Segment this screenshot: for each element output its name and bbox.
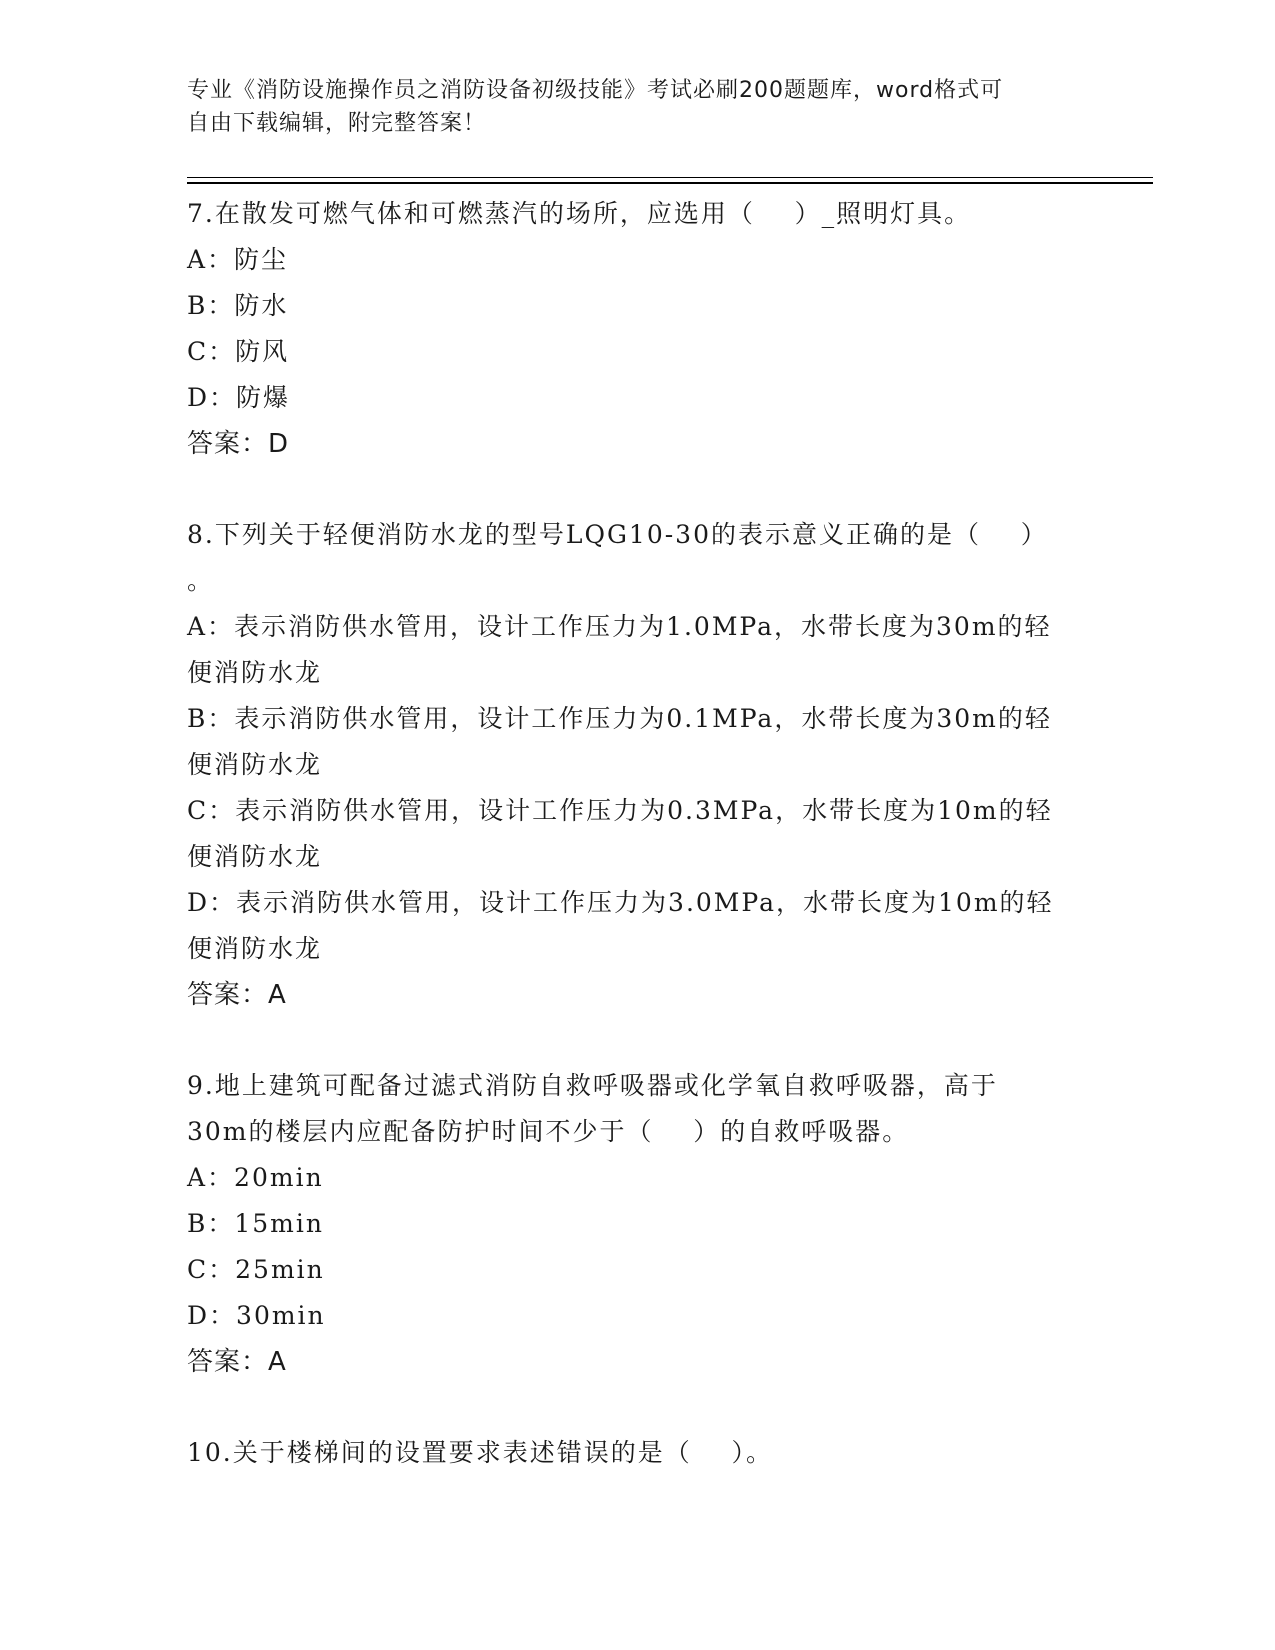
question-gap	[187, 467, 1087, 512]
option-d: D：表示消防供水管用，设计工作压力为3.0MPa，水带长度为10m的轻 便消防水龙	[187, 888, 1054, 963]
option-b: B：15min	[187, 1209, 324, 1238]
header-line-2: 自由下载编辑，附完整答案！	[187, 111, 487, 136]
answer-line: 答案：A	[187, 1347, 287, 1377]
option-b: B：表示消防供水管用，设计工作压力为0.1MPa，水带长度为30m的轻 便消防水龙	[187, 704, 1052, 779]
header-line-1: 专业《消防设施操作员之消防设备初级技能》考试必刷200题题库，word格式可	[187, 78, 1004, 103]
question-stem: 9.地上建筑可配备过滤式消防自救呼吸器或化学氧自救呼吸器，高于 30m的楼层内应配备防护时间不少于（ ）的自救呼吸器。	[187, 1071, 998, 1146]
question-8	[187, 512, 1087, 1018]
option-c: C：25min	[187, 1255, 325, 1284]
option-c: C：防风	[187, 337, 290, 366]
answer-line: 答案：D	[187, 429, 290, 459]
question-stem: 8.下列关于轻便消防水龙的型号LQG10-30的表示意义正确的是（ ） 。	[187, 520, 1048, 595]
option-a: A：防尘	[187, 245, 289, 274]
question-9	[187, 1063, 1087, 1385]
header-divider-thick	[187, 182, 1153, 184]
document-header	[187, 74, 1067, 140]
option-b: B：防水	[187, 291, 289, 320]
question-10	[187, 1430, 1087, 1476]
question-stem: 7.在散发可燃气体和可燃蒸汽的场所，应选用（ ）_照明灯具。	[187, 199, 972, 228]
question-gap	[187, 1385, 1087, 1430]
header-divider-thin	[187, 177, 1153, 178]
question-7	[187, 191, 1087, 467]
option-d: D：30min	[187, 1301, 326, 1330]
option-a: A：表示消防供水管用，设计工作压力为1.0MPa，水带长度为30m的轻 便消防水龙	[187, 612, 1052, 687]
question-gap	[187, 1018, 1087, 1063]
question-list	[187, 191, 1087, 1476]
option-a: A：20min	[187, 1163, 324, 1192]
option-c: C：表示消防供水管用，设计工作压力为0.3MPa，水带长度为10m的轻 便消防水龙	[187, 796, 1053, 871]
answer-line: 答案：A	[187, 980, 287, 1010]
option-d: D：防爆	[187, 383, 291, 412]
question-stem: 10.关于楼梯间的设置要求表述错误的是（ ）。	[187, 1438, 774, 1467]
